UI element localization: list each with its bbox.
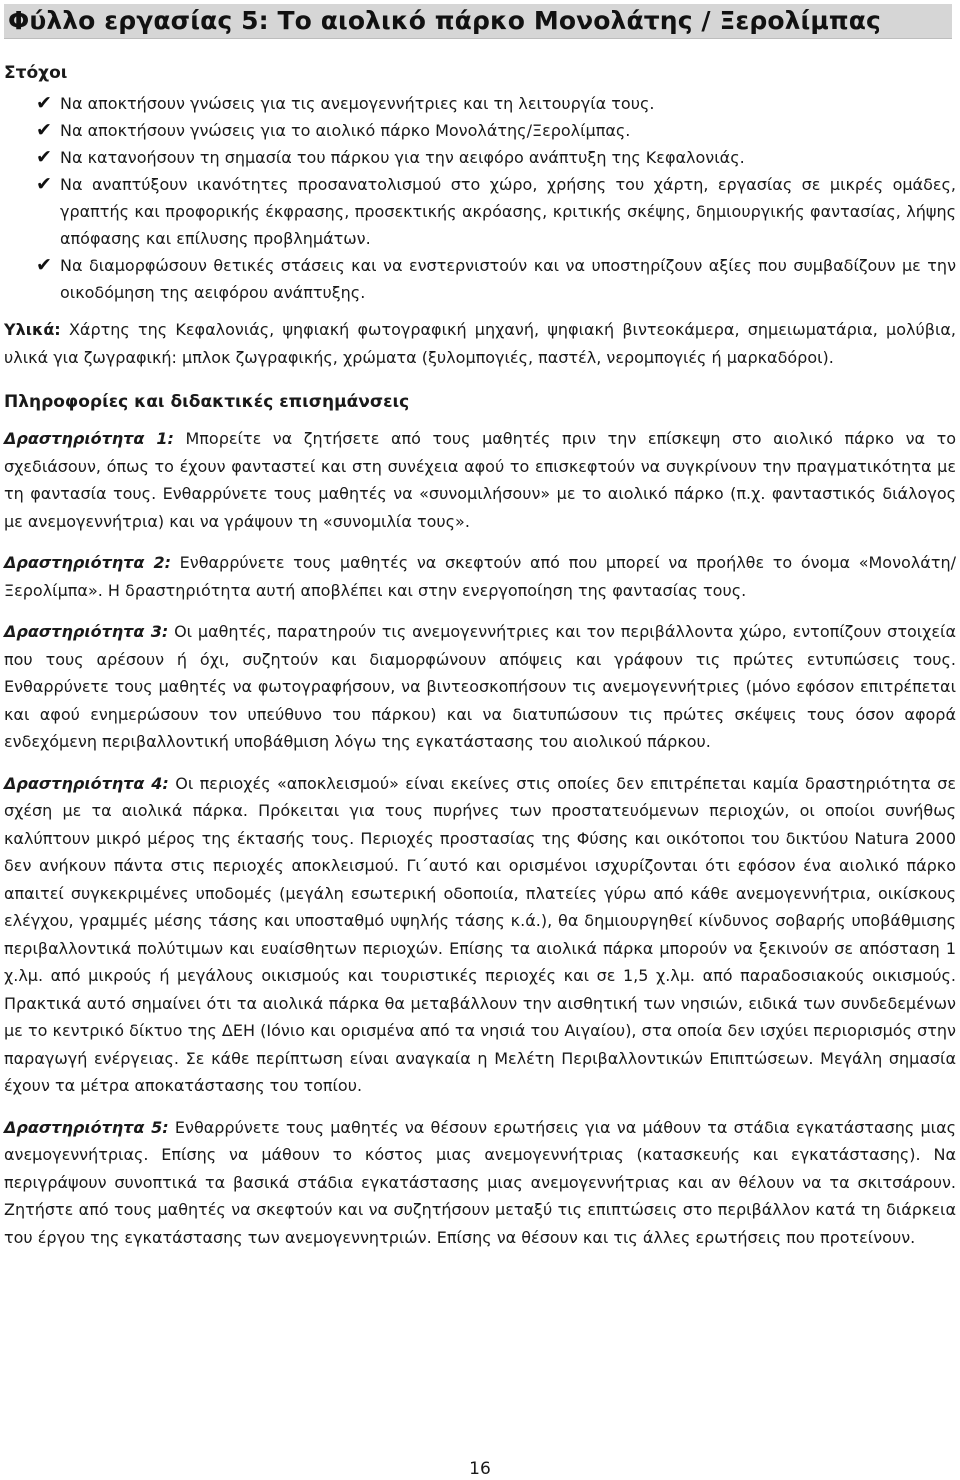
- goal-text: Να αναπτύξουν ικανότητες προσανατολισμού στο χώρο, χρήσης του χάρτη, εργασίας σε μικρές ομάδες, γραπτής και προφορικής έκφρασης, προσεκτικής ακρόασης, κριτικής σκέψης, δημιουργικής φαντασίας, λήψης απόφασης και επίλυσης προβλημάτων.: [60, 175, 956, 248]
- activity-text: Ενθαρρύνετε τους μαθητές να σκεφτούν από που μπορεί να προήλθε το όνομα «Μονολάτη/Ξερολίμπα». Η δραστηριότητα αυτή αποβλέπει και στην ενεργοποίηση της φαντασίας τους.: [4, 553, 956, 600]
- info-heading: Πληροφορίες και διδακτικές επισημάνσεις: [4, 392, 410, 412]
- activity-paragraph: [4, 425, 956, 535]
- checkmark-icon: ✔: [36, 254, 52, 276]
- activity-label: Δραστηριότητα 4:: [4, 773, 169, 793]
- activity-text: Μπορείτε να ζητήσετε από τους μαθητές πριν την επίσκεψη στο αιολικό πάρκο να το σχεδιάσουν, όπως το έχουν φανταστεί και στη συνέχεια αφού το επισκεφτούν να συγκρίνουν την πραγματικότητα με τη φαντασία τους. Ενθαρρύνετε τους μαθητές να «συνομιλήσουν» με το αιολικό πάρκο (π.χ. φανταστικός διάλογος με ανεμογεννήτρια) και να γράψουν τη «συνομιλία τους».: [4, 429, 957, 531]
- materials-text: Χάρτης της Κεφαλονιάς, ψηφιακή φωτογραφική μηχανή, ψηφιακή βιντεοκάμερα, σημειωματάρια, μολύβια, υλικά για ζωγραφική: μπλοκ ζωγραφικής, χρώματα (ξυλομπογιές, παστέλ, νερομπογιές ή μαρκαδόροι).: [4, 320, 956, 367]
- goals-heading: Στόχοι: [4, 63, 68, 83]
- checkmark-icon: ✔: [36, 92, 52, 114]
- activity-paragraph: [4, 618, 956, 756]
- goals-list: [4, 90, 956, 306]
- materials-paragraph: [4, 316, 956, 371]
- checkmark-icon: ✔: [36, 119, 52, 141]
- activity-label: Δραστηριότητα 5:: [4, 1117, 169, 1137]
- goal-item: [4, 90, 956, 117]
- activity-paragraph: [4, 1114, 956, 1252]
- activity-label: Δραστηριότητα 3:: [4, 622, 169, 641]
- activity-paragraph: [4, 770, 956, 1100]
- goal-text: Να αποκτήσουν γνώσεις για τις ανεμογεννήτριες και τη λειτουργία τους.: [60, 94, 655, 113]
- main-content: [4, 60, 956, 1251]
- page-number: 16: [469, 1459, 491, 1479]
- activity-label: Δραστηριότητα 2:: [4, 553, 172, 572]
- goal-text: Να διαμορφώσουν θετικές στάσεις και να ενστερνιστούν και να υποστηρίζουν αξίες που συμβαδίζουν με την οικοδόμηση της αειφόρου ανάπτυξης.: [60, 256, 956, 302]
- goal-item: [4, 144, 956, 171]
- goal-item: [4, 171, 956, 252]
- activity-text: Ενθαρρύνετε τους μαθητές να θέσουν ερωτήσεις για να μάθουν τα στάδια εγκατάστασης μιας ανεμογεννήτριας. Επίσης να μάθουν το κόστος μιας ανεμογεννήτριας (κατασκευής και εγκατάστασης). Να περιγράψουν συνοπτικά τα βασικά στάδια εγκατάστασης μιας ανεμογεννήτριας και αν θέλουν να τα σκιτσάρουν. Ζητήστε από τους μαθητές να σκεφτούν και να συζητήσουν μεταξύ τις επιπτώσεις στο περιβάλλον κατά τη διάρκεια του έργου της εγκατάστασης των ανεμογεννητριών. Επίσης να θέσουν και τις άλλες ερωτήσεις που προτείνουν.: [4, 1117, 957, 1247]
- page-title: Φύλλο εργασίας 5: Το αιολικό πάρκο Μονολάτης / Ξερολίμπας: [8, 6, 881, 35]
- activity-paragraph: [4, 549, 956, 604]
- activity-text: Οι περιοχές «αποκλεισμού» είναι εκείνες στις οποίες δεν επιτρέπεται καμία δραστηριότητα σε σχέση με τα αιολικά πάρκα. Πρόκειται για τους πυρήνες των προστατευόμενων περιοχών, οι οποίοι συνήθως καλύπτουν μικρό μέρος της έκτασής τους. Περιοχές προστασίας της Φύσης και οικότοποι του δικτύου Natura 2000 δεν ανήκουν πάντα στις περιοχές αποκλεισμού. Γι΄αυτό και ορισμένοι ισχυρίζονται ότι εφόσον ένα αιολικό πάρκο απαιτεί συγκεκριμένες υποδομές (μεγάλη εσωτερική οδοποιία, πλατείες γύρω από κάθε ανεμογεννήτρια, οικίσκους ελέγχου, γραμμές μέσης τάσης και υποσταθμό υψηλής τάσης κ.ά.), θα δημιουργηθεί κίνδυνος σοβαρής υποβάθμισης περιβαλλοντικά πολύτιμων και ευαίσθητων περιοχών. Επίσης τα αιολικά πάρκα μπορούν να ξεκινούν σε απόσταση 1 χ.λμ. από μικρούς ή μεγάλους οικισμούς και τουριστικές περιοχές και σε 1,5 χ.λμ. από παραδοσιακούς οικισμούς. Πρακτικά αυτό σημαίνει ότι τα αιολικά πάρκα θα μεταβάλλουν την αισθητική των νησιών, ειδικά των συνδεδεμένων με το κεντρικό δίκτυο της ΔΕΗ (Ιόνιο και ορισμένα από τα νησιά του Αιγαίου), στα οποία δεν ισχύει περιορισμός στην παραγωγή ενέργειας. Σε κάθε περίπτωση είναι αναγκαία η Μελέτη Περιβαλλοντικών Επιπτώσεων. Μεγάλη σημασία έχουν τα μέτρα αποκατάστασης του τοπίου.: [4, 773, 956, 1095]
- goal-item: [4, 117, 956, 144]
- goal-text: Να αποκτήσουν γνώσεις για το αιολικό πάρκο Μονολάτης/Ξερολίμπας.: [60, 121, 631, 140]
- goal-text: Να κατανοήσουν τη σημασία του πάρκου για την αειφόρο ανάπτυξη της Κεφαλονιάς.: [60, 148, 745, 167]
- materials-label: Υλικά:: [4, 320, 61, 339]
- goal-item: [4, 252, 956, 306]
- checkmark-icon: ✔: [36, 173, 52, 195]
- activity-label: Δραστηριότητα 1:: [4, 429, 174, 448]
- title-bar: [4, 4, 952, 39]
- checkmark-icon: ✔: [36, 146, 52, 168]
- activity-text: Οι μαθητές, παρατηρούν τις ανεμογεννήτριες και τον περιβάλλοντα χώρο, εντοπίζουν στοιχεία που τους αρέσουν ή όχι, συζητούν και διαμορφώνουν απόψεις και γράφουν τις πρώτες εντυπώσεις τους. Ενθαρρύνετε τους μαθητές να φωτογραφήσουν, να βιντεοσκοπήσουν τις ανεμογεννήτριες (μόνο εφόσον επιτρέπεται και αφού ενημερώσουν τον υπεύθυνο του πάρκου) και να διατυπώσουν τις πρώτες σκέψεις τους όσον αφορά ενδεχόμενη περιβαλλοντική υποβάθμιση λόγω της εγκατάστασης του αιολικού πάρκου.: [4, 622, 957, 751]
